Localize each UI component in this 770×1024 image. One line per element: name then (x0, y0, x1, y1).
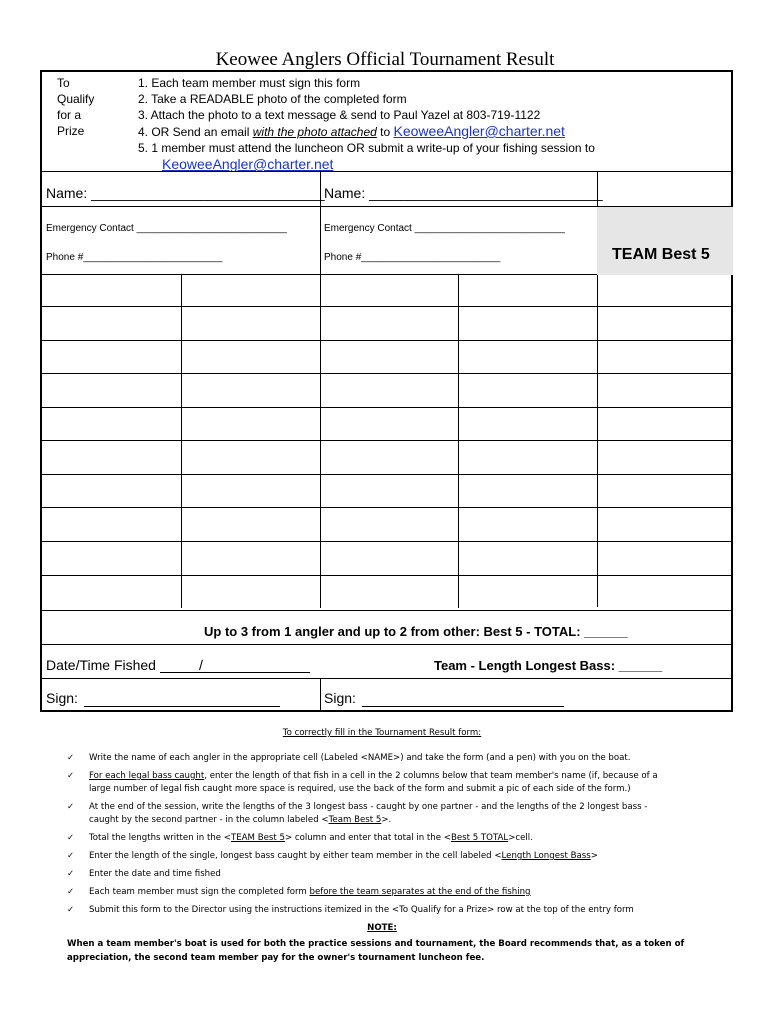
divider (42, 306, 733, 307)
guide-text: before the team separates at the end of the fishing (309, 887, 531, 897)
date-time-field[interactable] (160, 672, 310, 673)
date-time-slash: / (199, 657, 203, 673)
instruction-4 (138, 123, 595, 140)
guide-text: > column and enter that total in the < (284, 833, 451, 843)
signature-field-1[interactable] (84, 706, 280, 707)
guide-text: At the end of the session, write the lengths of the 3 longest bass - caught by one partner - and the lengths of the 2 longest bass - (89, 802, 648, 812)
longest-bass-label[interactable]: Team - Length Longest Bass: ______ (434, 658, 663, 673)
guide-heading: To correctly fill in the Tournament Result form: (282, 728, 482, 738)
email-link-2[interactable]: KeoweeAngler@charter.net (162, 156, 334, 172)
divider (320, 678, 321, 712)
guide-item (67, 868, 737, 881)
date-time-label: Date/Time Fished (46, 657, 156, 673)
guide-text: >. (381, 815, 392, 825)
guide-text: > (590, 851, 598, 861)
divider (42, 678, 733, 679)
sign-label-2: Sign: (324, 690, 356, 706)
guide-text: large number of legal fish caught more space is required, use the back of the form and submit a pic of each side of the form.) (89, 784, 631, 794)
sign-label-1: Sign: (46, 690, 78, 706)
divider (181, 274, 182, 608)
checkmark-icon: ✓ (67, 851, 75, 861)
divider (320, 274, 321, 608)
divider (42, 541, 733, 542)
guide-text: Each team member must sign the completed form (89, 887, 310, 897)
result-form (40, 70, 733, 712)
guide-text: TEAM Best 5 (231, 833, 285, 843)
angler-1-emergency-field[interactable]: Emergency Contact ___________________________ (46, 223, 287, 234)
page-title: Keowee Anglers Official Tournament Result (215, 49, 555, 70)
angler-2-name-field[interactable]: Name: ______________________________ (324, 185, 603, 201)
guide-item (67, 801, 737, 827)
guide-text: Team Best 5 (328, 815, 382, 825)
angler-2-phone-field[interactable]: Phone #_________________________ (324, 252, 501, 263)
instruction-3: 3. Attach the photo to a text message & send to Paul Yazel at 803-719-1122 (138, 108, 541, 122)
note-line: appreciation, the second team member pay for the owner's tournament luncheon fee. (67, 953, 485, 963)
signature-field-2[interactable] (362, 706, 564, 707)
instruction-1: 1. Each team member must sign this form (138, 76, 361, 90)
guide-text: Submit this form to the Director using the instructions itemized in the <To Qualify for a Prize> row at the top of the entry form (89, 905, 634, 915)
divider (42, 373, 733, 374)
instruction-2: 2. Take a READABLE photo of the completed form (138, 92, 407, 106)
checkmark-icon: ✓ (67, 887, 75, 897)
qualify-label-4: Prize (57, 124, 85, 138)
guide-text: For each legal bass caught (89, 771, 205, 781)
angler-1-phone-field[interactable]: Phone #_________________________ (46, 252, 223, 263)
guide-item (67, 832, 737, 845)
email-link[interactable]: KeoweeAngler@charter.net (393, 123, 565, 139)
guide-text: Best 5 TOTAL (450, 833, 509, 843)
checkmark-icon: ✓ (67, 771, 75, 781)
note-heading: NOTE: (367, 923, 397, 933)
guide-text: Write the name of each angler in the appropriate cell (Labeled <NAME>) and take the form (and a pen) with you on the boat. (89, 753, 631, 763)
divider (42, 610, 733, 611)
note-line: When a team member's boat is used for both the practice sessions and tournament, the Board recommends that, as a token of (67, 939, 685, 949)
guide-text: Enter the length of the single, longest bass caught by either team member in the cell labeled < (89, 851, 502, 861)
team-best5-label: TEAM Best 5 (612, 246, 710, 263)
divider (42, 340, 733, 341)
guide-item (67, 770, 737, 796)
divider (42, 507, 733, 508)
note-text (67, 937, 737, 965)
guide-text: caught by the second partner - in the column labeled < (89, 815, 329, 825)
guide-text: >cell. (508, 833, 533, 843)
best5-total-row[interactable]: Up to 3 from 1 angler and up to 2 from other: Best 5 - TOTAL: ______ (204, 624, 628, 639)
angler-2-emergency-field[interactable]: Emergency Contact ___________________________ (324, 223, 565, 234)
guide-item (67, 904, 737, 917)
instruction-4-to: to (376, 125, 394, 139)
divider (42, 474, 733, 475)
guide-item (67, 752, 737, 765)
qualify-instructions (138, 75, 595, 173)
instruction-4-emphasis: with the photo attached (252, 125, 377, 139)
divider (42, 644, 733, 645)
qualify-label-2: Qualify (57, 92, 95, 106)
divider (42, 407, 733, 408)
guide-item (67, 850, 737, 863)
checkmark-icon: ✓ (67, 833, 75, 843)
divider (42, 575, 733, 576)
divider (42, 171, 733, 172)
checkmark-icon: ✓ (67, 802, 75, 812)
qualify-label-1: To (57, 76, 70, 90)
instruction-5: 5. 1 member must attend the luncheon OR submit a write-up of your fishing session to (138, 141, 595, 155)
qualify-label-3: for a (57, 108, 82, 122)
divider (42, 440, 733, 441)
instruction-4-text: 4. OR Send an email (138, 125, 253, 139)
checkmark-icon: ✓ (67, 905, 75, 915)
guide-item (67, 886, 737, 899)
checkmark-icon: ✓ (67, 869, 75, 879)
divider (458, 274, 459, 608)
guide-text: Length Longest Bass (501, 851, 591, 861)
guide-text: Total the lengths written in the < (89, 833, 231, 843)
angler-1-name-field[interactable]: Name: ______________________________ (46, 185, 325, 201)
form-guide (67, 728, 737, 965)
guide-text: , enter the length of that fish in a cell in the 2 columns below that team member's name (if, because of a (204, 771, 658, 781)
checkmark-icon: ✓ (67, 753, 75, 763)
guide-text: Enter the date and time fished (89, 869, 221, 879)
team-best5-header-cell (597, 207, 733, 275)
